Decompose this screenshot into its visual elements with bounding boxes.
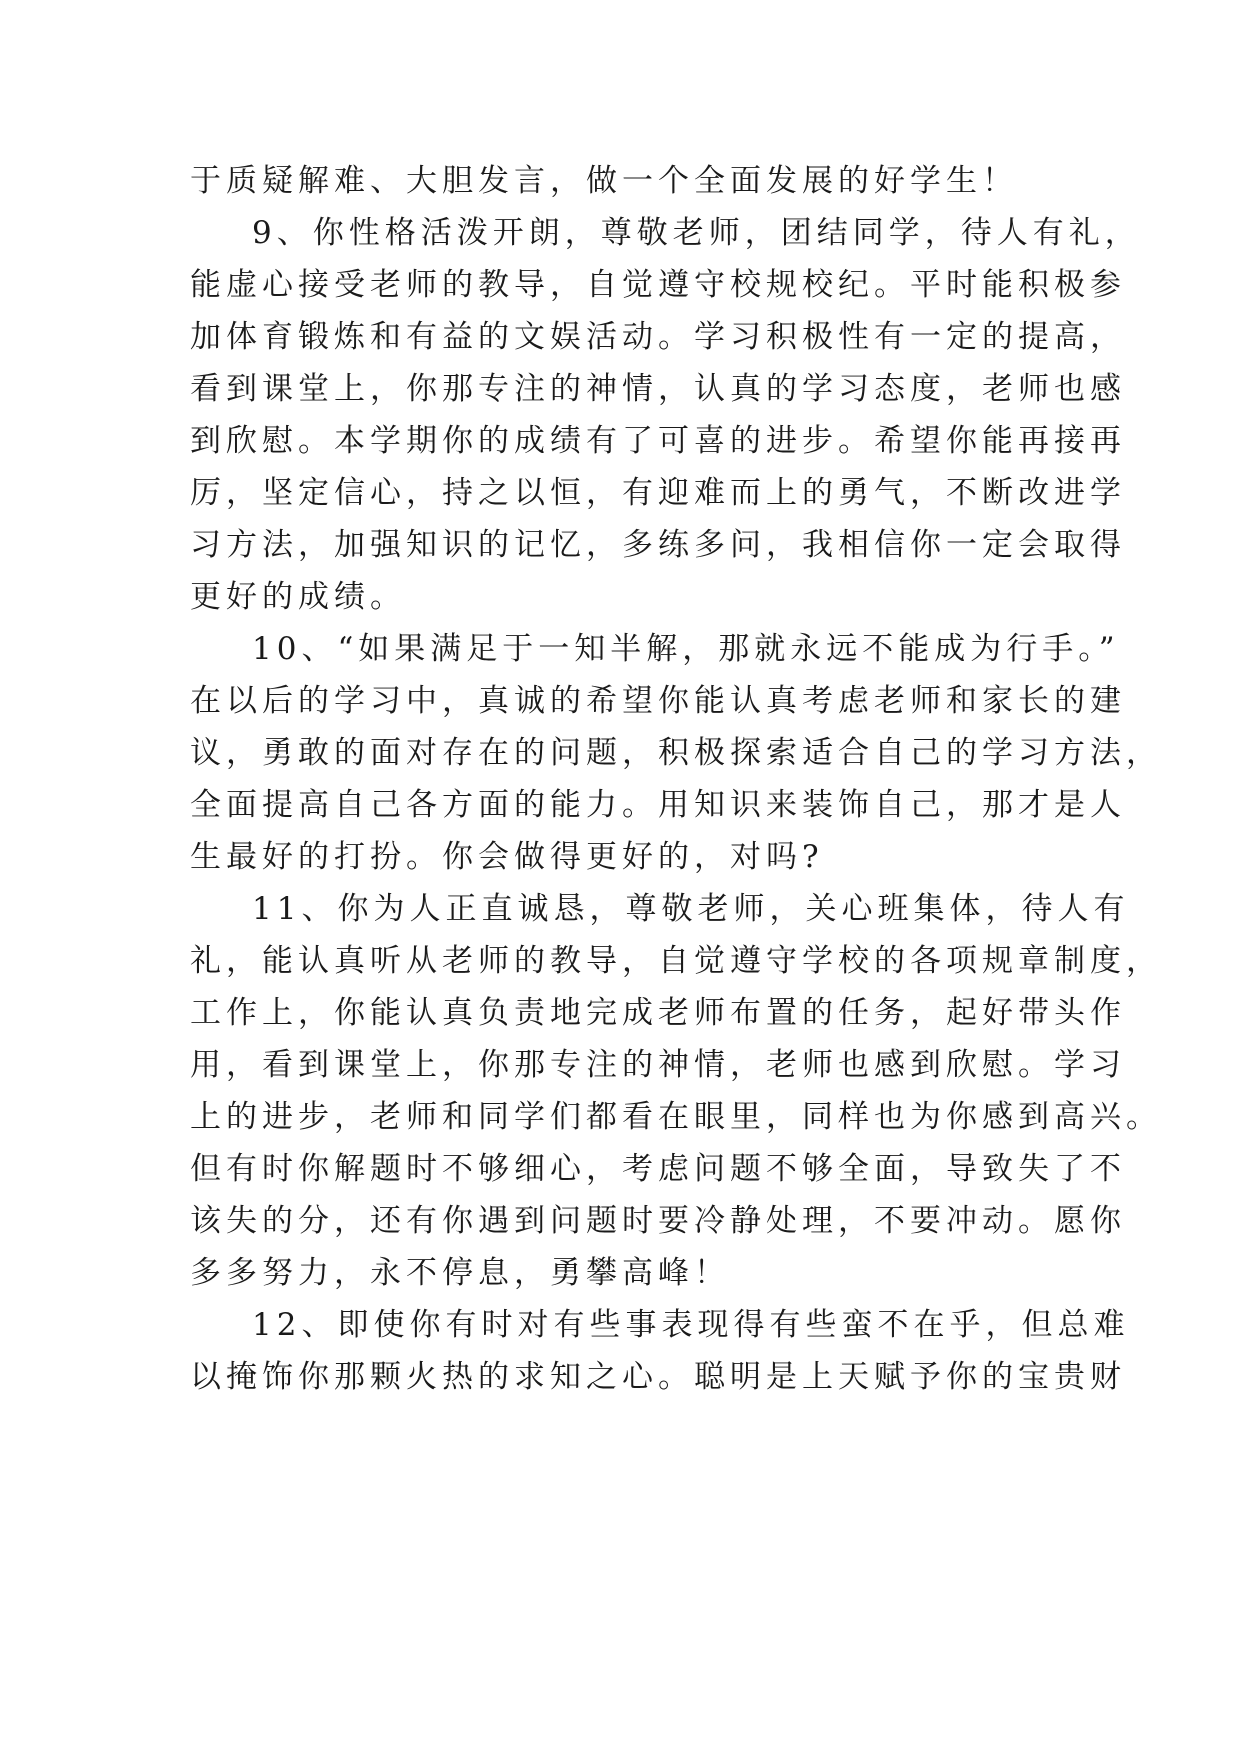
text-line: 更好的成绩。 (190, 579, 406, 615)
text-line: 全面提高自己各方面的能力。用知识来装饰自己，那才是人 (190, 787, 1126, 823)
text-line: 多多努力，永不停息，勇攀高峰！ (190, 1255, 730, 1291)
paragraph-first-line: 9、你性格活泼开朗，尊敬老师，团结同学，待人有礼， (252, 215, 1141, 251)
text-line: 习方法，加强知识的记忆，多练多问，我相信你一定会取得 (190, 527, 1126, 563)
paragraph-first-line: 11、你为人正直诚恳，尊敬老师，关心班集体，待人有 (252, 891, 1130, 927)
text-line: 于质疑解难、大胆发言，做一个全面发展的好学生！ (190, 163, 1018, 199)
text-line: 厉，坚定信心，持之以恒，有迎难而上的勇气，不断改进学 (190, 475, 1126, 511)
paragraph-first-line: 10、“如果满足于一知半解，那就永远不能成为行手。” (252, 631, 1120, 667)
text-line: 但有时你解题时不够细心，考虑问题不够全面，导致失了不 (190, 1151, 1126, 1187)
text-line: 上的进步，老师和同学们都看在眼里，同样也为你感到高兴。 (190, 1099, 1162, 1135)
text-line: 该失的分，还有你遇到问题时要冷静处理，不要冲动。愿你 (190, 1203, 1126, 1239)
document-body (190, 155, 1162, 1403)
paragraph-first-line: 12、即使你有时对有些事表现得有些蛮不在乎，但总难 (252, 1307, 1130, 1343)
text-line: 看到课堂上，你那专注的神情，认真的学习态度，老师也感 (190, 371, 1126, 407)
text-line: 在以后的学习中，真诚的希望你能认真考虑老师和家长的建 (190, 683, 1126, 719)
text-line: 以掩饰你那颗火热的求知之心。聪明是上天赋予你的宝贵财 (190, 1359, 1126, 1395)
text-line: 生最好的打扮。你会做得更好的，对吗? (190, 839, 824, 875)
text-line: 用，看到课堂上，你那专注的神情，老师也感到欣慰。学习 (190, 1047, 1126, 1083)
text-line: 能虚心接受老师的教导，自觉遵守校规校纪。平时能积极参 (190, 267, 1126, 303)
text-line: 工作上，你能认真负责地完成老师布置的任务，起好带头作 (190, 995, 1126, 1031)
text-line: 加体育锻炼和有益的文娱活动。学习积极性有一定的提高， (190, 319, 1126, 355)
text-line: 礼，能认真听从老师的教导，自觉遵守学校的各项规章制度， (190, 943, 1162, 979)
text-line: 到欣慰。本学期你的成绩有了可喜的进步。希望你能再接再 (190, 423, 1126, 459)
text-line: 议，勇敢的面对存在的问题，积极探索适合自己的学习方法， (190, 735, 1162, 771)
